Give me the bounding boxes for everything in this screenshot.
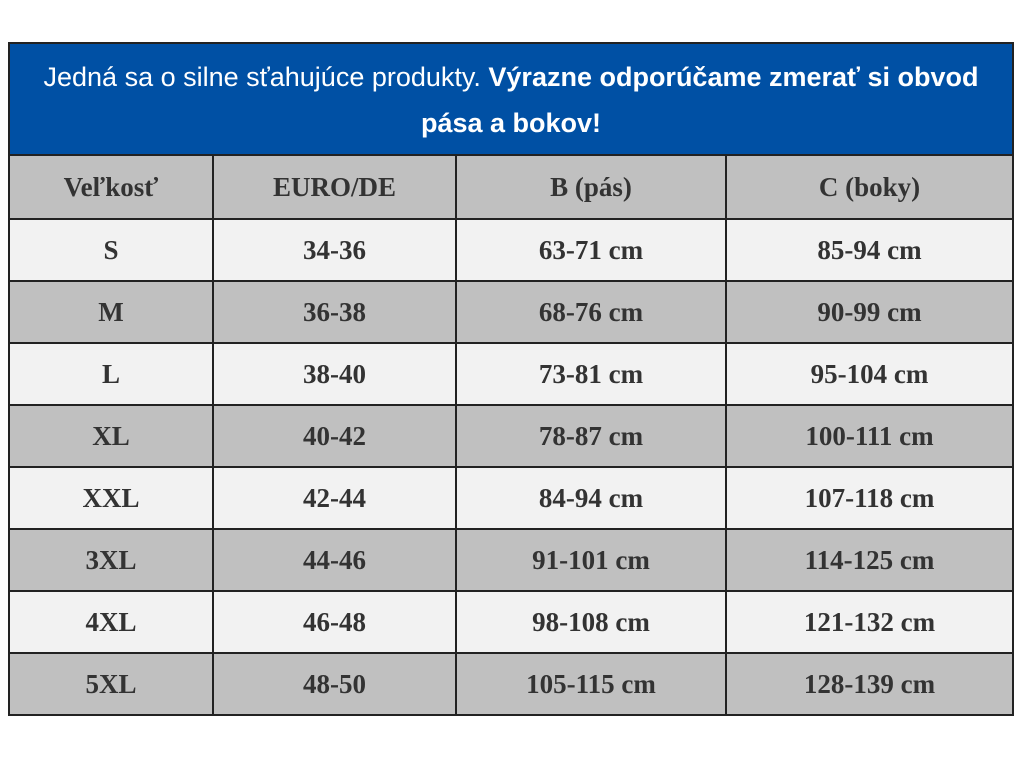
- euro-de-cell: 38-40: [213, 343, 456, 405]
- column-header-euro-de: EURO/DE: [213, 156, 456, 219]
- table-row: [10, 529, 1012, 591]
- notice-banner: [10, 44, 1012, 156]
- table-row: [10, 219, 1012, 281]
- table-row: [10, 405, 1012, 467]
- euro-de-cell: 34-36: [213, 219, 456, 281]
- column-header-hips: C (boky): [726, 156, 1012, 219]
- hips-cell: 114-125 cm: [726, 529, 1012, 591]
- waist-cell: 98-108 cm: [456, 591, 726, 653]
- size-cell: 4XL: [10, 591, 213, 653]
- column-header-waist: B (pás): [456, 156, 726, 219]
- size-cell: 5XL: [10, 653, 213, 714]
- euro-de-cell: 44-46: [213, 529, 456, 591]
- size-cell: 3XL: [10, 529, 213, 591]
- notice-text: Jedná sa o silne sťahujúce produkty.: [43, 62, 489, 92]
- hips-cell: 128-139 cm: [726, 653, 1012, 714]
- waist-cell: 63-71 cm: [456, 219, 726, 281]
- hips-cell: 90-99 cm: [726, 281, 1012, 343]
- size-table: [10, 156, 1012, 714]
- waist-cell: 91-101 cm: [456, 529, 726, 591]
- waist-cell: 78-87 cm: [456, 405, 726, 467]
- size-cell: XL: [10, 405, 213, 467]
- hips-cell: 121-132 cm: [726, 591, 1012, 653]
- hips-cell: 95-104 cm: [726, 343, 1012, 405]
- euro-de-cell: 46-48: [213, 591, 456, 653]
- header-row: [10, 156, 1012, 219]
- size-cell: M: [10, 281, 213, 343]
- table-row: [10, 591, 1012, 653]
- table-row: [10, 653, 1012, 714]
- hips-cell: 100-111 cm: [726, 405, 1012, 467]
- waist-cell: 73-81 cm: [456, 343, 726, 405]
- waist-cell: 68-76 cm: [456, 281, 726, 343]
- euro-de-cell: 36-38: [213, 281, 456, 343]
- size-cell: L: [10, 343, 213, 405]
- table-row: [10, 467, 1012, 529]
- size-cell: S: [10, 219, 213, 281]
- table-row: [10, 343, 1012, 405]
- size-cell: XXL: [10, 467, 213, 529]
- waist-cell: 105-115 cm: [456, 653, 726, 714]
- notice-emphasis: Výrazne odporúčame zmerať si obvod pása a bokov!: [420, 62, 979, 138]
- euro-de-cell: 40-42: [213, 405, 456, 467]
- waist-cell: 84-94 cm: [456, 467, 726, 529]
- table-row: [10, 281, 1012, 343]
- size-chart: [8, 42, 1014, 716]
- euro-de-cell: 42-44: [213, 467, 456, 529]
- hips-cell: 85-94 cm: [726, 219, 1012, 281]
- hips-cell: 107-118 cm: [726, 467, 1012, 529]
- column-header-size: Veľkosť: [10, 156, 213, 219]
- euro-de-cell: 48-50: [213, 653, 456, 714]
